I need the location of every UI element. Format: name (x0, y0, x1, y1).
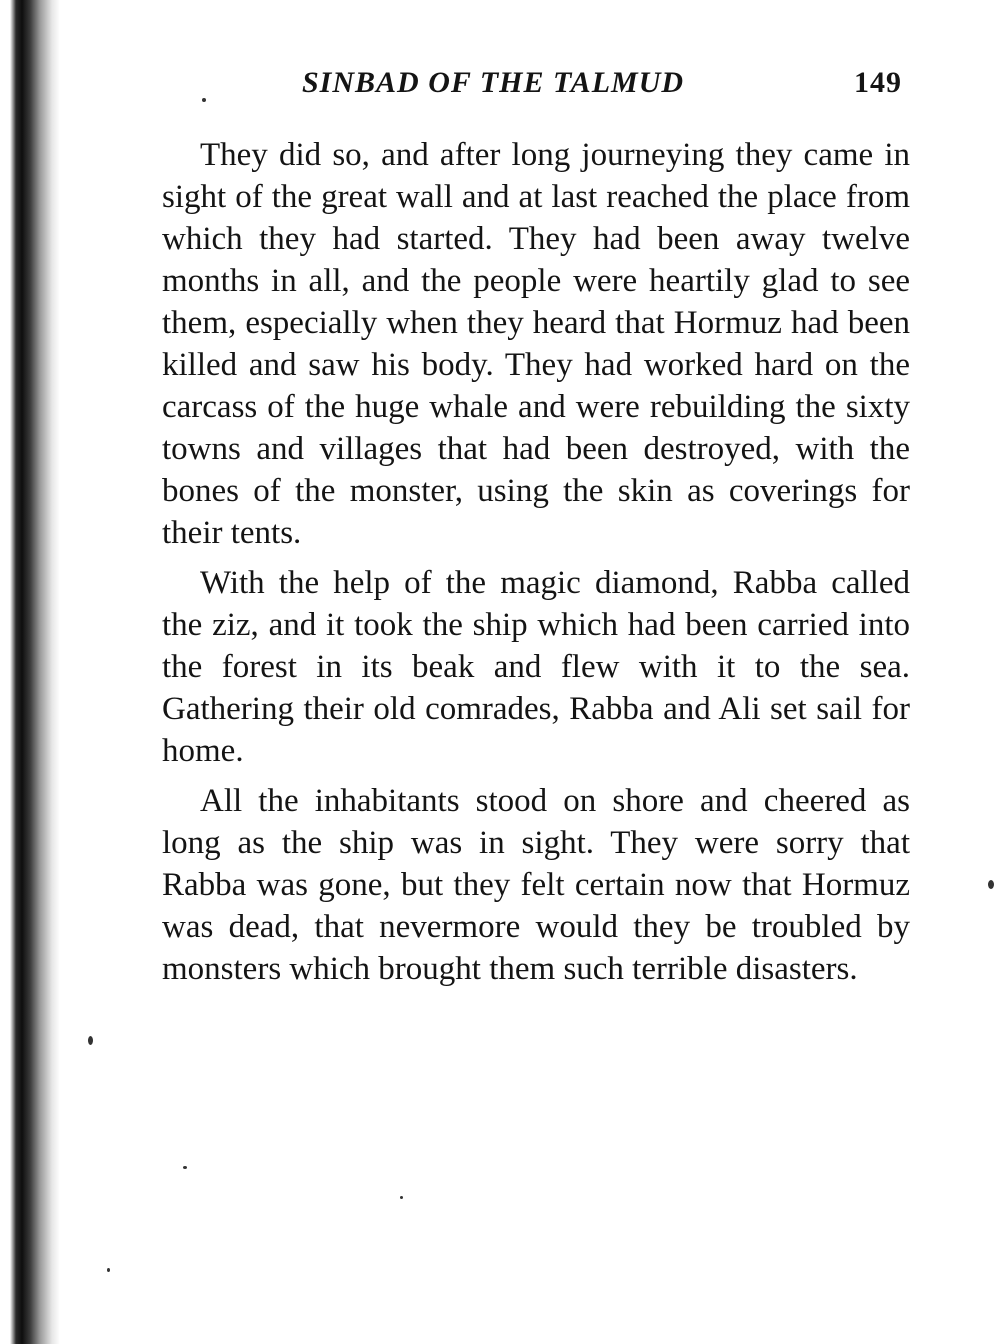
scan-speck (183, 1166, 187, 1169)
page-body (162, 134, 910, 998)
scan-speck (400, 1196, 403, 1199)
paragraph-1: They did so, and after long journeying they came in sight of the great wall and at last reached the place from which they had started. They had been away twelve months in all, and the people were heartily glad to see them, especially when they heard that Hormuz had been killed and saw his body. They had worked hard on the carcass of the huge whale and were rebuilding the sixty towns and villages that had been destroyed, with the bones of the monster, using the skin as coverings for their tents. (162, 137, 910, 551)
scan-speck (107, 1268, 110, 1272)
binding-shadow (0, 0, 60, 1344)
paragraph-2: With the help of the magic diamond, Rabba called the ziz, and it took the ship which had been carried into the forest in its beak and flew with it to the sea. Gathering their old comrades, Rabba and Ali set sail for home. (162, 565, 910, 769)
running-head (302, 66, 902, 106)
scan-speck (88, 1036, 93, 1045)
paragraph-3: All the inhabitants stood on shore and cheered as long as the ship was in sight. They were sorry that Rabba was gone, but they felt certain now that Hormuz was dead, that nevermore would they be troubled by monsters which brought them such terrible disasters. (162, 783, 910, 987)
scan-speck (988, 880, 994, 889)
page-number: 149 (854, 66, 902, 99)
running-title: SINBAD OF THE TALMUD (302, 66, 685, 99)
scan-speck (202, 98, 206, 102)
